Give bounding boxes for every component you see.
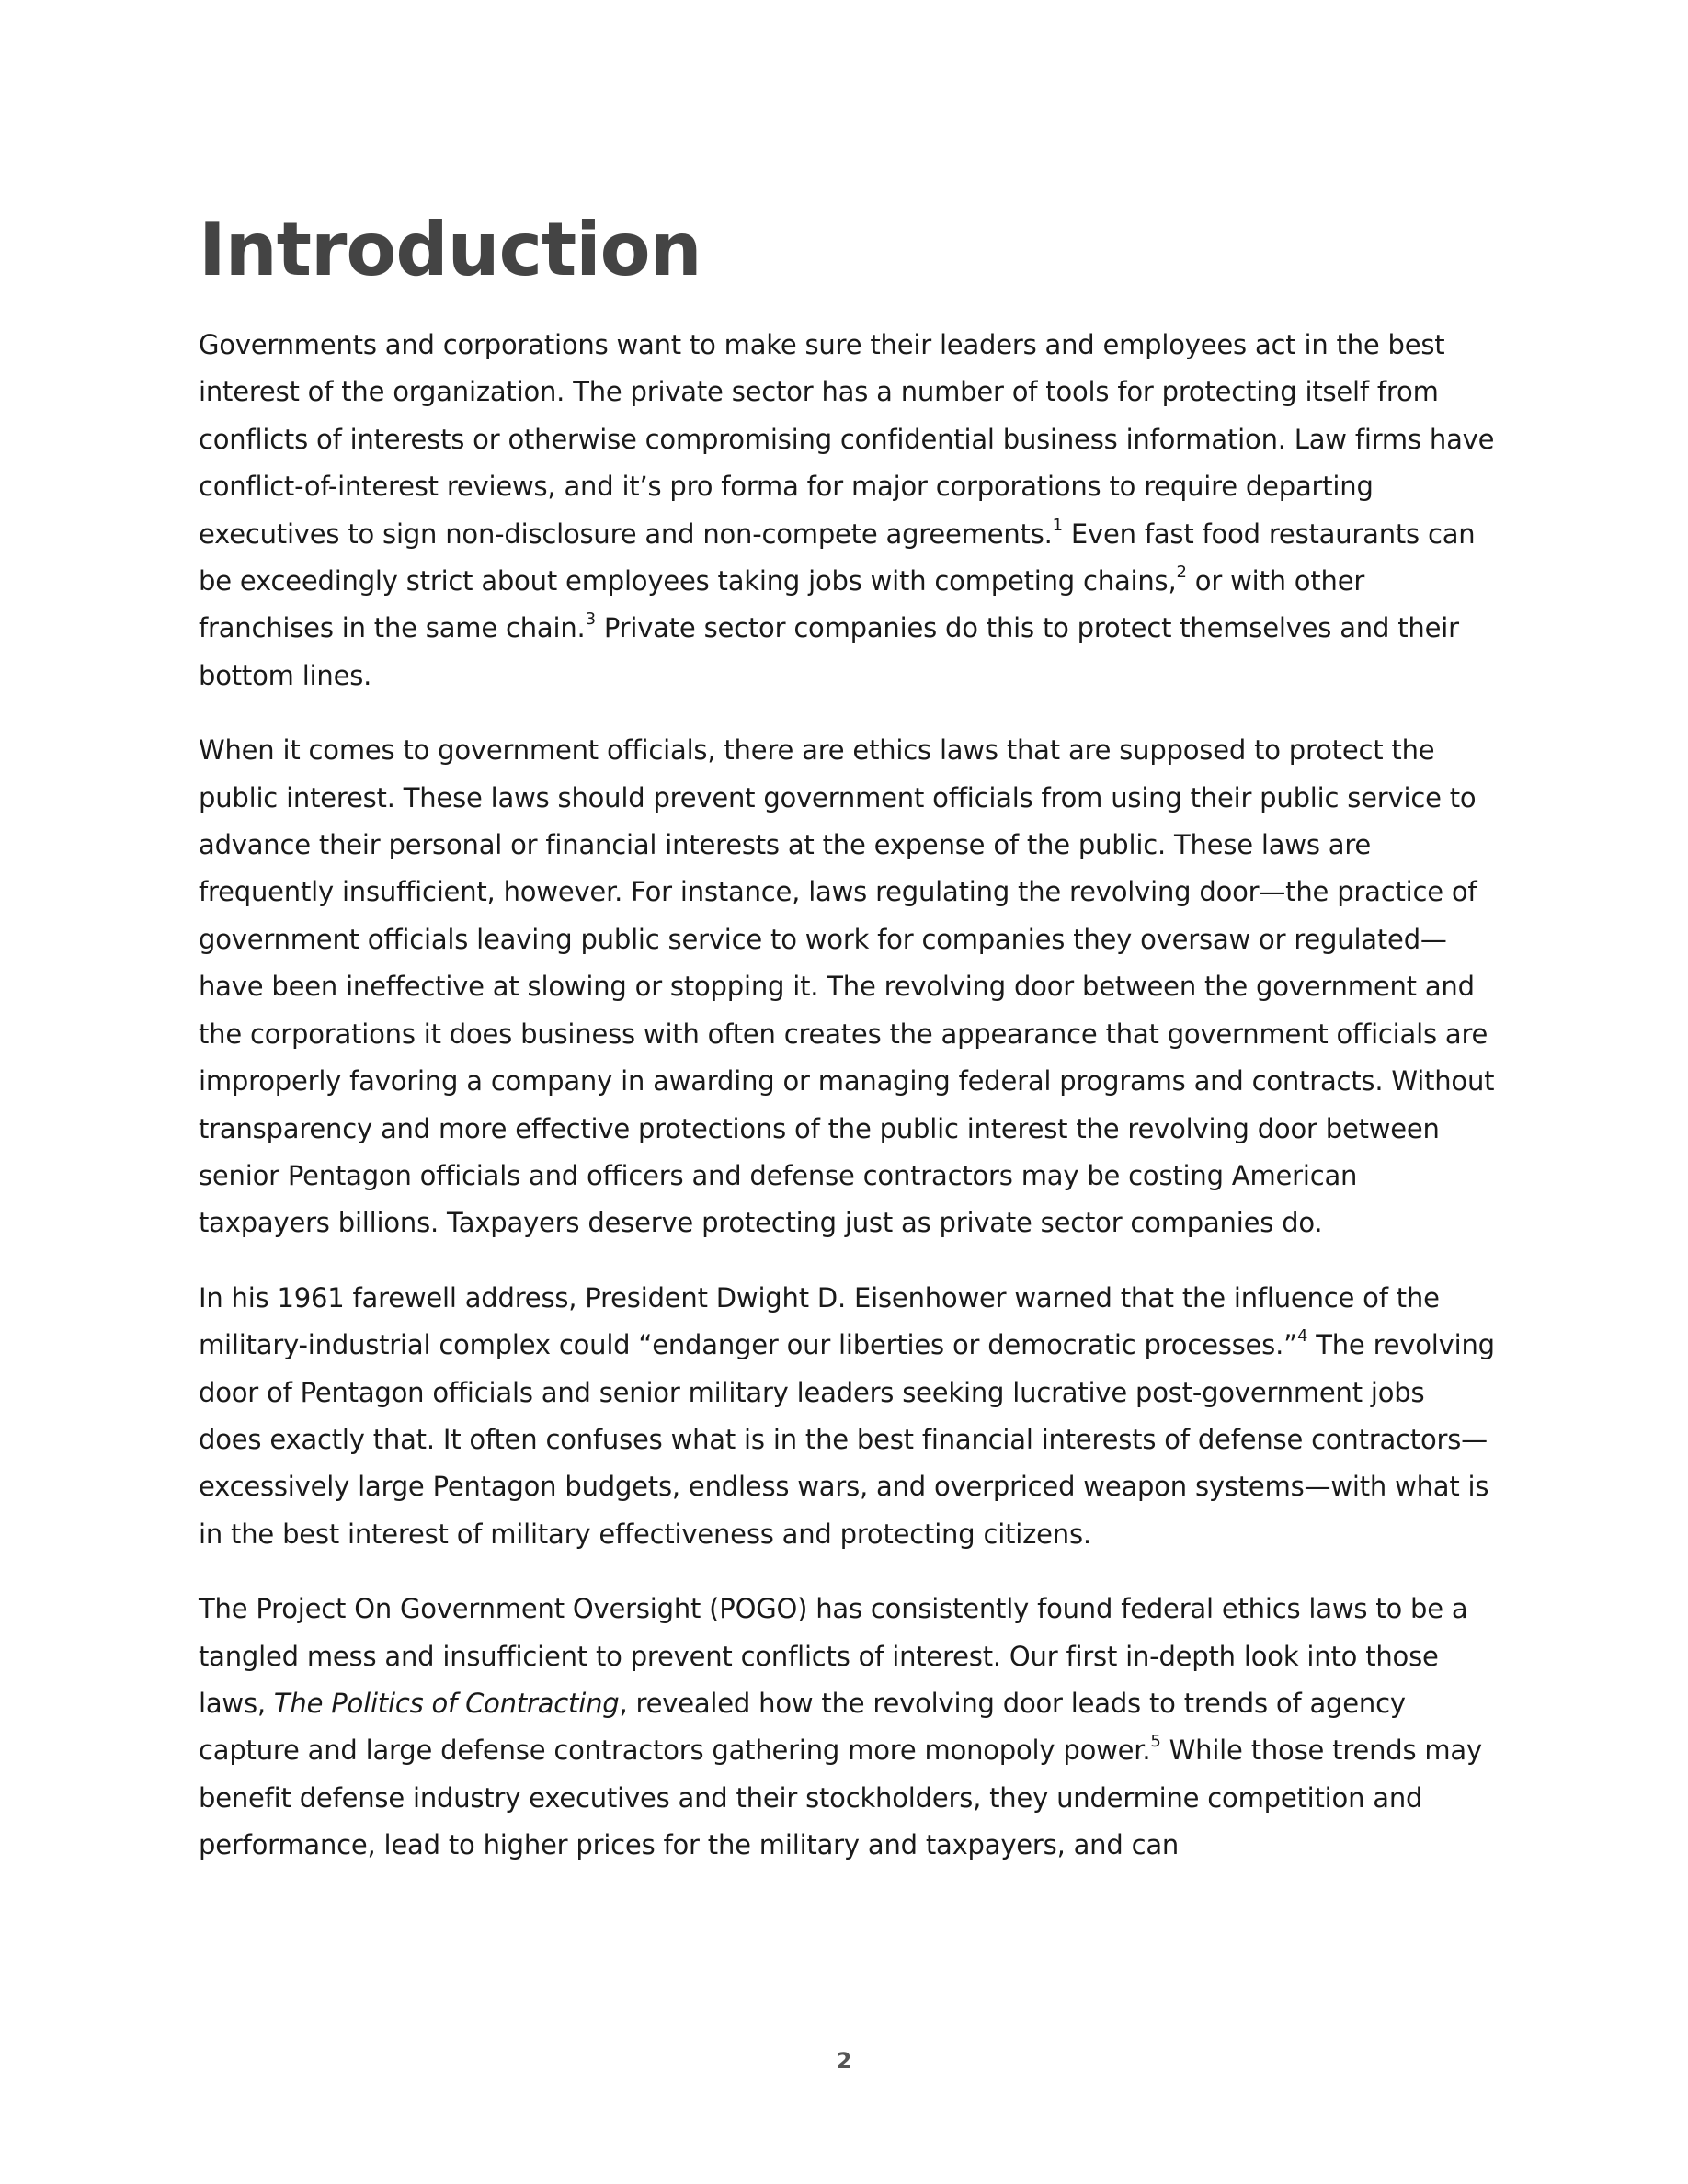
page-number: 2	[836, 2048, 852, 2074]
paragraph	[199, 1275, 1495, 1558]
paragraph-text: Private sector companies do this to protect themselves and their bottom lines.	[199, 612, 1459, 691]
footnote-reference: 2	[1176, 563, 1187, 583]
paragraph-text: Even fast food restaurants can be exceedingly strict about employees taking jobs with competing chains,	[199, 518, 1476, 597]
paragraph-text: The Project On Government Oversight (POGO) has consistently found federal ethics laws to be a tangled mess and insufficient to prevent conflicts of interest. Our first in-depth look into those laws,	[199, 1593, 1468, 1719]
paragraph-text: or with other franchises in the same chain.	[199, 565, 1365, 644]
paragraph	[199, 322, 1495, 700]
page-title: Introduction	[199, 207, 701, 292]
italic-title: The Politics of Contracting	[273, 1687, 620, 1719]
page-content	[199, 204, 1495, 1897]
body-text	[199, 322, 1495, 1870]
paragraph-text: In his 1961 farewell address, President Dwight D. Eisenhower warned that the influence of the military-industrial complex could “endanger our liberties or democratic processes.”	[199, 1281, 1440, 1361]
paragraph-text: The revolving door of Pentagon officials and senior military leaders seeking lucrative post-government jobs does exactly that. It often confuses what is in the best financial interests of defense contractors—excessively large Pentagon budgets, endless wars, and overpriced weapon systems—with what is in the best interest of military effectiveness and protecting citizens.	[199, 1329, 1495, 1550]
paragraph	[199, 1586, 1495, 1869]
footnote-reference: 3	[585, 609, 596, 630]
paragraph-text: Governments and corporations want to make sure their leaders and employees act in the best interest of the organization. The private sector has a number of tools for protecting itself from conflicts of interests or otherwise compromising confidential business information. Law firms have conflict-of-interest reviews, and it’s pro forma for major corporations to require departing executives to sign non-disclosure and non-compete agreements.	[199, 329, 1495, 550]
paragraph	[199, 727, 1495, 1246]
paragraph-text: When it comes to government officials, there are ethics laws that are supposed to protect the public interest. These laws should prevent government officials from using their public service to advance their personal or financial interests at the expense of the public. These laws are frequently insufficient, however. For instance, laws regulating the revolving door—the practice of government officials leaving public service to work for companies they oversaw or regulated—have been ineffective at slowing or stopping it. The revolving door between the government and the corporations it does business with often creates the appearance that government officials are improperly favoring a company in awarding or managing federal programs and contracts. Without transparency and more effective protections of the public interest the revolving door between senior Pentagon officials and officers and defense contractors may be costing American taxpayers billions. Taxpayers deserve protecting just as private sector companies do.	[199, 734, 1495, 1239]
paragraph-text: , revealed how the revolving door leads to trends of agency capture and large defense contractors gathering more monopoly power.	[199, 1687, 1406, 1767]
footnote-reference: 5	[1150, 1732, 1161, 1752]
footnote-reference: 1	[1052, 515, 1063, 535]
footnote-reference: 4	[1296, 1326, 1308, 1347]
paragraph-text: While those trends may benefit defense industry executives and their stockholders, they undermine competition and performance, lead to higher prices for the military and taxpayers, and can	[199, 1735, 1482, 1861]
